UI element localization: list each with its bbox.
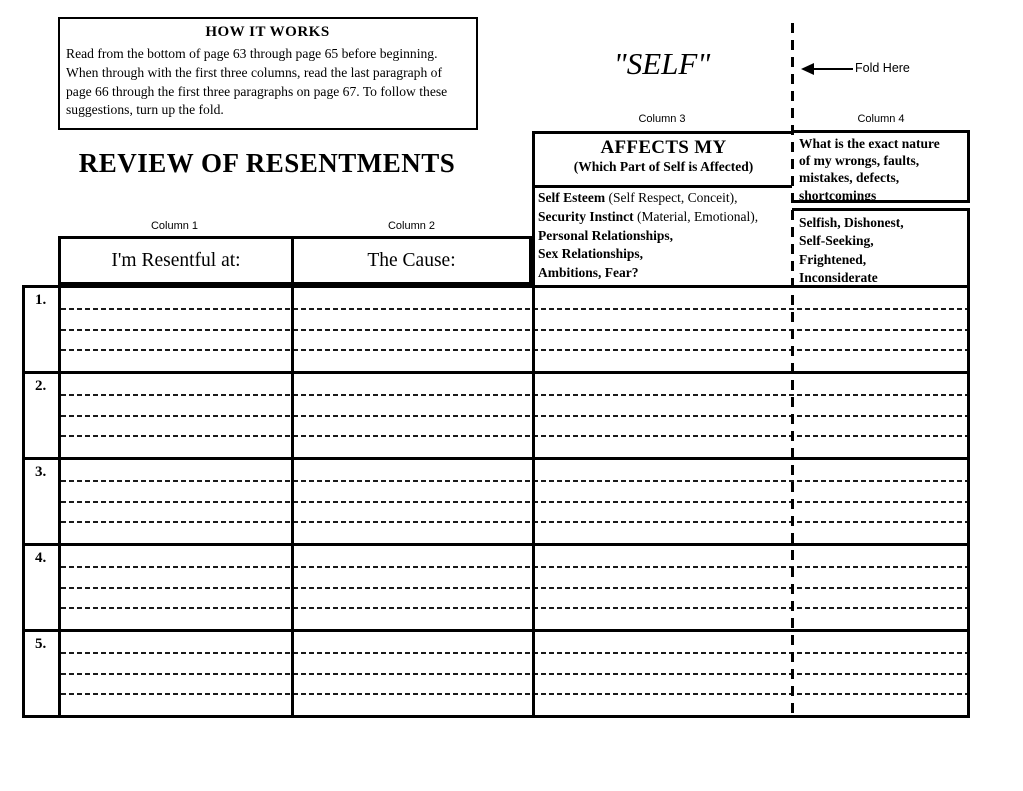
writing-line	[61, 521, 967, 523]
defects-line: Selfish, Dishonest,	[799, 215, 904, 230]
affects-item-rest: (Material, Emotional),	[633, 208, 759, 224]
writing-line	[61, 435, 967, 437]
affects-item-bold: Self Esteem	[538, 190, 606, 205]
affects-item-rest: (Self Respect, Conceit),	[605, 190, 738, 205]
affects-my-subtitle: (Which Part of Self is Affected)	[573, 159, 754, 174]
row-writing-area	[61, 632, 967, 715]
affects-item-bold: Security Instinct	[538, 208, 634, 224]
col1-col2-divider	[291, 288, 294, 715]
fold-here-label: Fold Here	[855, 61, 910, 75]
how-it-works-body: Read from the bottom of page 63 through page 65 before beginning. When through with the first three columns, read the last paragraph of page 66 through the first three paragraphs on page 67. To follow these suggestions, turn up the fold.	[66, 46, 448, 118]
affects-item-ambitions-fear	[538, 264, 792, 283]
affects-item-bold: Personal Relationships,	[538, 227, 674, 243]
writing-line	[61, 308, 967, 310]
row-number: 1.	[25, 288, 61, 371]
defects-line: Frightened,	[799, 251, 867, 267]
writing-line	[61, 480, 967, 482]
row-writing-area	[61, 288, 967, 371]
writing-line	[61, 652, 967, 654]
defects-list-box	[792, 208, 970, 285]
row-writing-area	[61, 546, 967, 629]
affects-item-self-esteem	[538, 189, 792, 208]
affects-my-list	[535, 188, 792, 283]
col1-header: I'm Resentful at:	[61, 239, 294, 282]
writing-line	[61, 587, 967, 589]
row-number: 5.	[25, 632, 61, 715]
how-it-works-box	[58, 17, 478, 130]
writing-line	[61, 329, 967, 331]
exact-nature-line: of my wrongs, faults,	[799, 153, 920, 169]
affects-item-sex-relationships	[538, 245, 792, 264]
exact-nature-box	[792, 130, 970, 203]
how-it-works-title: HOW IT WORKS	[205, 24, 330, 40]
table-row-1	[25, 288, 967, 371]
column-3-label: Column 3	[638, 113, 686, 125]
table-row-4	[25, 543, 967, 629]
affects-item-bold: Sex Relationships,	[538, 246, 644, 262]
table-row-5	[25, 629, 967, 715]
fold-line	[791, 23, 794, 718]
writing-line	[61, 349, 967, 351]
arrow-shaft	[813, 68, 853, 70]
resentment-rows-grid	[22, 285, 970, 718]
page-title: REVIEW OF RESENTMENTS	[78, 148, 456, 178]
exact-nature-line: What is the exact nature	[799, 136, 940, 151]
affects-item-security-instinct	[538, 208, 792, 227]
writing-line	[61, 607, 967, 609]
writing-line	[61, 693, 967, 695]
column-2-label: Column 2	[387, 220, 436, 232]
defects-line: Self-Seeking,	[799, 233, 874, 249]
exact-nature-line: shortcomings	[799, 187, 877, 203]
row-writing-area	[61, 460, 967, 543]
col2-header: The Cause:	[367, 249, 456, 271]
self-label: "SELF"	[613, 46, 711, 81]
writing-line	[61, 501, 967, 503]
affects-my-header-box	[532, 131, 792, 285]
column-4-label: Column 4	[857, 113, 905, 125]
exact-nature-line: mistakes, defects,	[799, 170, 900, 186]
row-writing-area	[61, 374, 967, 457]
col2-col3-divider	[532, 288, 535, 715]
affects-item-bold: Ambitions, Fear?	[538, 265, 639, 281]
writing-line	[61, 673, 967, 675]
affects-item-personal-relationships	[538, 227, 792, 246]
writing-line	[61, 566, 967, 568]
affects-my-title-block	[535, 134, 792, 188]
row-number: 2.	[25, 374, 61, 457]
table-header-row	[58, 236, 532, 285]
row-number: 3.	[25, 460, 61, 543]
fold-arrow-icon	[801, 63, 853, 75]
writing-line	[61, 415, 967, 417]
table-row-3	[25, 457, 967, 543]
table-row-2	[25, 371, 967, 457]
writing-line	[61, 394, 967, 396]
defects-line: Inconsiderate	[799, 270, 878, 286]
row-number: 4.	[25, 546, 61, 629]
affects-my-title: AFFECTS MY	[600, 137, 727, 158]
column-1-label: Column 1	[150, 220, 199, 232]
